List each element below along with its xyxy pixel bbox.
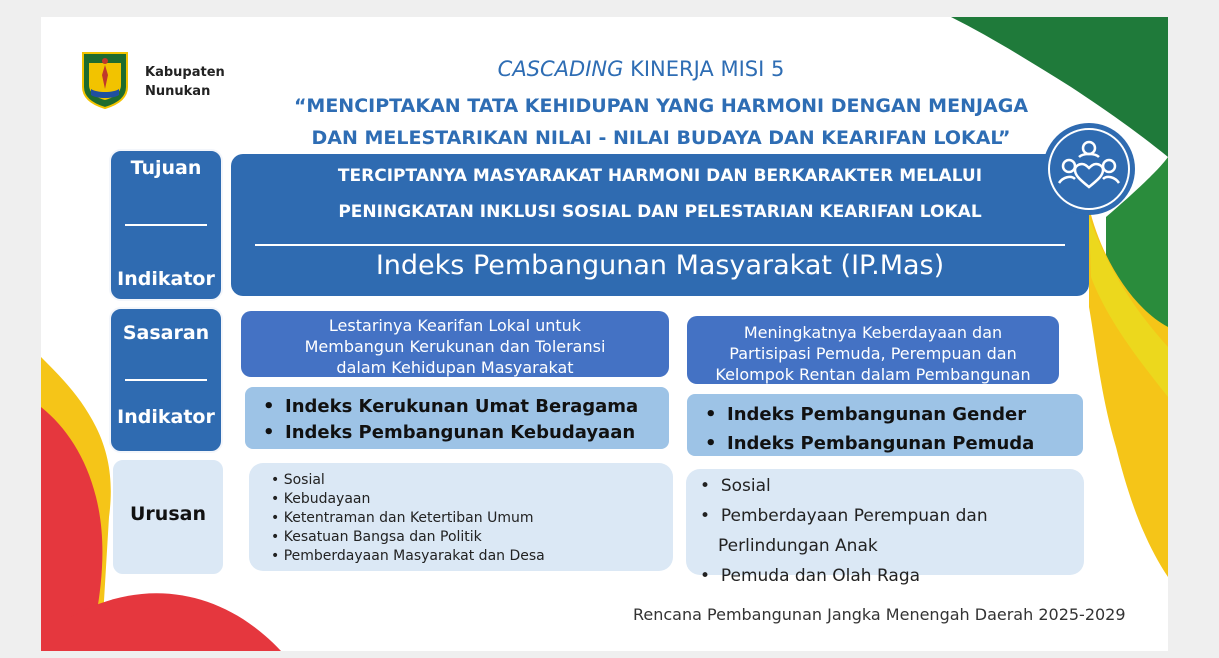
label-tujuan: Tujuan — [130, 157, 202, 179]
sasaran-box-2 — [687, 316, 1059, 384]
label-divider — [125, 224, 207, 226]
region-line-2: Nunukan — [145, 84, 211, 99]
urusan-1-item: • Kesatuan Bangsa dan Politik — [271, 529, 482, 545]
urusan-2-item: Perlindungan Anak — [718, 536, 878, 556]
sasaran-box-1 — [241, 311, 669, 377]
urusan-1-item: • Pemberdayaan Masyarakat dan Desa — [271, 548, 545, 564]
sasaran-1-line-1: Lestarinya Kearifan Lokal untuk — [328, 316, 582, 335]
indikator-2-item: • Indeks Pembangunan Pemuda — [705, 429, 1083, 458]
page-title — [41, 57, 1168, 81]
label-indikator: Indikator — [117, 406, 215, 428]
tujuan-indikator: Indeks Pembangunan Masyarakat (IP.Mas) — [375, 250, 945, 281]
sasaran-1-line-3: dalam Kehidupan Masyarakat — [336, 358, 574, 377]
urusan-box-2 — [686, 469, 1084, 586]
indikator-2-item: • Indeks Pembangunan Gender — [705, 400, 1083, 429]
urusan-2-item: • Pemberdayaan Perempuan dan — [700, 506, 988, 526]
region-line-1: Kabupaten — [145, 65, 225, 80]
tujuan-box — [231, 154, 1089, 296]
urusan-label — [111, 458, 225, 576]
sasaran-2-line-3: Kelompok Rentan dalam Pembangunan — [715, 365, 1031, 384]
footer-caption: Rencana Pembangunan Jangka Menengah Daerah 2025-2029 — [633, 605, 1126, 624]
title-suffix: KINERJA MISI 5 — [623, 57, 785, 81]
title-prefix: CASCADING — [497, 57, 624, 81]
mission-line-1: “MENCIPTAKAN TATA KEHIDUPAN YANG HARMONI DENGAN MENJAGA — [293, 95, 1029, 117]
label-indikator: Indikator — [117, 268, 215, 290]
label-urusan: Urusan — [130, 503, 206, 525]
mission-statement — [181, 90, 1141, 154]
indikator-1-item: • Indeks Kerukunan Umat Beragama — [263, 394, 669, 420]
tujuan-line-2: PENINGKATAN INKLUSI SOSIAL DAN PELESTARIAN KEARIFAN LOKAL — [338, 202, 982, 222]
indikator-1-item: • Indeks Pembangunan Kebudayaan — [263, 420, 669, 446]
tujuan-indikator-label — [109, 149, 223, 301]
tujuan-text — [231, 158, 1089, 230]
tujuan-line-1: TERCIPTANYA MASYARAKAT HARMONI DAN BERKARAKTER MELALUI — [337, 166, 983, 186]
urusan-1-item: • Sosial — [271, 472, 325, 488]
urusan-1-item: • Kebudayaan — [271, 491, 371, 507]
urusan-1-item: • Ketentraman dan Ketertiban Umum — [271, 510, 534, 526]
slide — [41, 17, 1168, 651]
mission-line-2: DAN MELESTARIKAN NILAI - NILAI BUDAYA DAN KEARIFAN LOKAL” — [311, 127, 1011, 149]
tujuan-divider — [255, 244, 1065, 246]
indikator-box-1 — [245, 387, 669, 449]
label-sasaran: Sasaran — [122, 322, 210, 344]
urusan-box-1 — [249, 463, 673, 571]
urusan-2-item: • Sosial — [700, 476, 771, 496]
sasaran-1-line-2: Membangun Kerukunan dan Toleransi — [304, 337, 606, 356]
urusan-2-item: • Pemuda dan Olah Raga — [700, 566, 921, 586]
sasaran-2-line-2: Partisipasi Pemuda, Perempuan dan — [729, 344, 1017, 363]
community-heart-icon — [1041, 121, 1137, 217]
sasaran-2-line-1: Meningkatnya Keberdayaan dan — [743, 323, 1003, 342]
indikator-box-2 — [687, 394, 1083, 456]
label-divider — [125, 379, 207, 381]
sasaran-indikator-label — [109, 307, 223, 453]
